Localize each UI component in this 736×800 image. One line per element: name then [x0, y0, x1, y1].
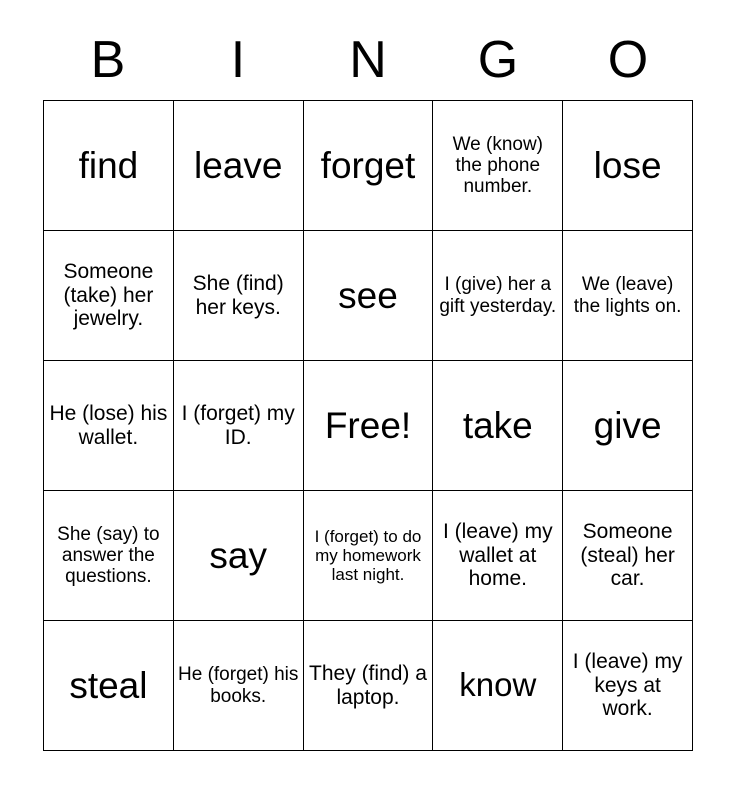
- bingo-cell[interactable]: [563, 361, 693, 491]
- bingo-cell-text: He (forget) his books.: [178, 664, 299, 707]
- bingo-cell-text: lose: [593, 144, 662, 186]
- bingo-cell-text: We (leave) the lights on.: [573, 274, 682, 317]
- bingo-cell[interactable]: [433, 621, 563, 751]
- bingo-cell-text: take: [462, 404, 533, 446]
- bingo-cell[interactable]: [563, 231, 693, 361]
- bingo-cell[interactable]: [563, 621, 693, 751]
- bingo-header-letter-o: O: [607, 31, 649, 89]
- bingo-grid: [43, 100, 693, 751]
- bingo-cell[interactable]: [173, 491, 303, 621]
- bingo-cell[interactable]: [173, 621, 303, 751]
- bingo-cell[interactable]: [303, 101, 433, 231]
- bingo-cell-text: say: [209, 534, 267, 576]
- bingo-cell-text: I (forget) to do my homework last night.: [314, 526, 422, 585]
- bingo-cell[interactable]: [173, 361, 303, 491]
- bingo-header-letter-i: I: [230, 31, 246, 89]
- bingo-cell-text: know: [459, 666, 537, 704]
- bingo-row: [44, 101, 693, 231]
- bingo-cell-text: forget: [320, 144, 416, 186]
- bingo-cell-text: I (give) her a gift yesterday.: [439, 274, 557, 317]
- bingo-cell-text: I (leave) my wallet at home.: [442, 520, 553, 591]
- bingo-cell-text: We (know) the phone number.: [452, 133, 544, 198]
- bingo-cell-free[interactable]: [303, 361, 433, 491]
- bingo-cell-text: They (find) a laptop.: [309, 661, 427, 709]
- bingo-header-letter-g: G: [477, 31, 519, 89]
- bingo-cell-text: I (forget) my ID.: [181, 401, 295, 449]
- bingo-cell[interactable]: [303, 621, 433, 751]
- bingo-cell-text: He (lose) his wallet.: [49, 401, 168, 449]
- bingo-cell-text: I (leave) my keys at work.: [572, 650, 683, 721]
- bingo-cell-text: Someone (steal) her car.: [580, 520, 675, 591]
- bingo-cell[interactable]: [44, 101, 174, 231]
- bingo-cell-text: Free!: [324, 404, 412, 446]
- bingo-cell[interactable]: [44, 361, 174, 491]
- bingo-cell-text: steal: [69, 664, 148, 706]
- bingo-cell[interactable]: [433, 361, 563, 491]
- bingo-cell[interactable]: [173, 231, 303, 361]
- bingo-header-letter-n: N: [349, 31, 387, 89]
- bingo-cell[interactable]: [433, 231, 563, 361]
- bingo-cell-text: leave: [193, 144, 283, 186]
- bingo-cell-text: give: [593, 404, 662, 446]
- bingo-cell[interactable]: [303, 231, 433, 361]
- bingo-cell-text: see: [338, 274, 398, 316]
- bingo-cell[interactable]: [563, 101, 693, 231]
- bingo-cell-text: She (say) to answer the questions.: [57, 523, 160, 588]
- bingo-row: [44, 621, 693, 751]
- bingo-cell-text: She (find) her keys.: [192, 271, 284, 319]
- bingo-header: [43, 0, 693, 89]
- bingo-cell[interactable]: [563, 491, 693, 621]
- bingo-row: [44, 231, 693, 361]
- bingo-cell[interactable]: [44, 231, 174, 361]
- bingo-cell[interactable]: [44, 621, 174, 751]
- bingo-cell[interactable]: [303, 491, 433, 621]
- bingo-cell[interactable]: [173, 101, 303, 231]
- bingo-cell[interactable]: [433, 101, 563, 231]
- bingo-cell[interactable]: [433, 491, 563, 621]
- bingo-cell[interactable]: [44, 491, 174, 621]
- bingo-header-letter-b: B: [90, 31, 126, 89]
- bingo-cell-text: Someone (take) her jewelry.: [63, 260, 154, 331]
- bingo-row: [44, 361, 693, 491]
- bingo-cell-text: find: [78, 144, 139, 186]
- bingo-row: [44, 491, 693, 621]
